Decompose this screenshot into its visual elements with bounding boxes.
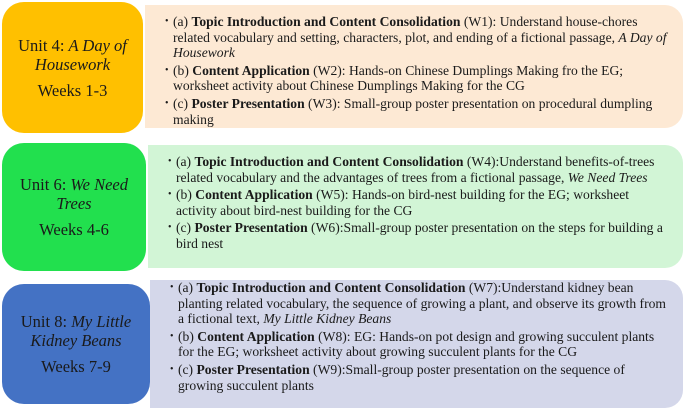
activity-item-b — [168, 187, 667, 218]
unit-label: Unit 6: — [19, 175, 71, 194]
unit-4-title — [2, 36, 143, 74]
unit-label: Unit 8: — [20, 312, 72, 331]
bullet-icon: • — [170, 363, 174, 375]
item-heading: Poster Presentation — [196, 361, 310, 377]
activity-item-c — [165, 95, 667, 127]
bullet-icon: • — [170, 282, 174, 293]
unit-label: Unit 4: — [18, 35, 69, 55]
item-marker: (b) — [176, 187, 196, 203]
item-week: (W1) — [460, 14, 493, 29]
item-week: (W7) — [465, 280, 498, 295]
item-week: (W2) — [309, 62, 342, 78]
item-marker: (c) — [176, 220, 195, 236]
bullet-icon: • — [168, 189, 172, 201]
unit-6-box — [2, 143, 146, 271]
item-heading: Poster Presentation — [191, 95, 305, 111]
item-italic: My Little Kidney Beans — [263, 311, 392, 327]
bullet-icon: • — [165, 16, 169, 27]
item-marker: (a) — [178, 280, 197, 295]
unit-6-activities-panel — [148, 145, 683, 268]
activity-item-c — [168, 220, 667, 251]
item-heading: Content Application — [192, 62, 310, 78]
unit-title-italic: My Little Kidney Beans — [30, 312, 132, 350]
bullet-icon: • — [165, 97, 169, 109]
item-marker: (a) — [176, 154, 195, 169]
activity-item-a — [170, 280, 667, 327]
unit-4-weeks: Weeks 1-3 — [37, 80, 108, 100]
bullet-icon: • — [170, 330, 174, 342]
item-heading: Topic Introduction and Content Consolidation — [191, 14, 461, 29]
item-heading: Content Application — [195, 187, 313, 203]
unit-6-weeks: Weeks 4-6 — [39, 220, 109, 239]
item-week: (W8) — [314, 328, 347, 344]
activity-item-a — [165, 14, 667, 61]
item-heading: Topic Introduction and Content Consolidation — [194, 154, 464, 169]
item-marker: (b) — [178, 328, 198, 344]
bullet-icon: • — [165, 64, 169, 76]
item-heading: Topic Introduction and Content Consolidation — [196, 280, 466, 295]
item-text: : Small-group poster presentation on procedural dumpling making — [173, 95, 653, 127]
unit-4-activities-panel — [145, 5, 683, 128]
item-week: (W5) — [312, 187, 345, 203]
item-marker: (c) — [173, 95, 192, 111]
item-week: (W4) — [463, 154, 496, 169]
activity-item-a — [168, 154, 667, 185]
activity-item-c — [170, 361, 667, 393]
item-marker: (b) — [173, 62, 193, 78]
item-heading: Poster Presentation — [194, 220, 308, 236]
item-italic: A Day of Housework — [173, 29, 667, 61]
item-week: (W6) — [307, 220, 340, 236]
unit-8-title — [2, 312, 150, 350]
activity-item-b — [170, 328, 667, 360]
item-heading: Content Application — [197, 328, 315, 344]
activity-item-b — [165, 62, 667, 94]
unit-8-box — [2, 284, 150, 404]
item-week: (W9) — [309, 361, 342, 377]
unit-6-title — [2, 175, 146, 213]
item-italic: We Need Trees — [567, 169, 648, 185]
item-text: : EG: Hands-on pot design and growing succulent plants for the EG; worksheet activity about growing succulent plants for the CG — [178, 328, 655, 360]
item-text: :Understand kidney bean planting related vocabulary, the sequence of growing a plant, and observe its growth from a fictional text, — [178, 280, 666, 327]
unit-8-weeks: Weeks 7-9 — [41, 357, 111, 376]
item-text: : Hands-on Chinese Dumplings Making fro the EG; worksheet activity about Chinese Dumplings Making for the CG — [173, 62, 624, 94]
unit-title-italic: We Need Trees — [56, 175, 128, 213]
item-week: (W3) — [304, 95, 337, 111]
item-text: : Understand house-chores related vocabulary and setting, characters, plot, and ending of a fictional passage, — [173, 14, 638, 45]
item-text: :Small-group poster presentation on the steps for building a bird nest — [176, 220, 663, 251]
item-marker: (a) — [173, 14, 192, 29]
unit-title-italic: A Day of Housework — [34, 35, 127, 74]
unit-8-activities-panel — [150, 280, 683, 408]
item-text: : Hands-on bird-nest building for the EG; worksheet activity about bird-nest building for the CG — [176, 187, 630, 218]
bullet-icon: • — [168, 156, 172, 167]
item-marker: (c) — [178, 361, 197, 377]
item-text: :Small-group poster presentation on the sequence of growing succulent plants — [178, 361, 625, 393]
item-text: :Understand benefits-of-trees related vocabulary and the advantages of trees from a fictional passage, — [176, 154, 655, 185]
unit-4-box — [2, 2, 143, 133]
bullet-icon: • — [168, 222, 172, 234]
